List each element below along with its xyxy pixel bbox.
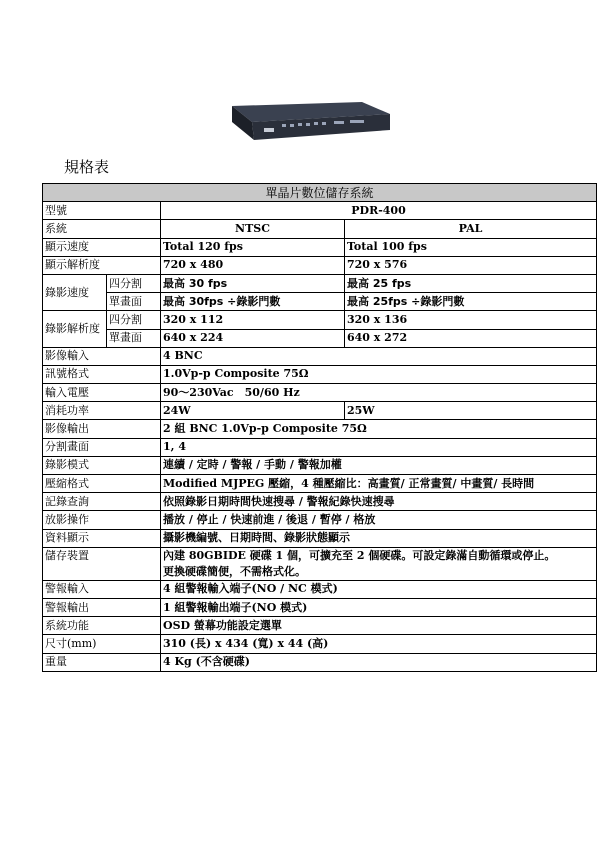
row-label: 錄影解析度: [43, 311, 107, 347]
ntsc-header: NTSC: [161, 220, 345, 238]
row-label: 記錄查詢: [43, 493, 161, 511]
cell-value: 最高 30 fps: [161, 274, 345, 292]
cell-value: 2 組 BNC 1.0Vp-p Composite 75Ω: [161, 420, 597, 438]
cell-value: 720 x 480: [161, 256, 345, 274]
row-label: 警報輸出: [43, 598, 161, 616]
cell-value: 640 x 224: [161, 329, 345, 347]
cell-value: Total 120 fps: [161, 238, 345, 256]
section-title: 規格表: [64, 158, 110, 176]
cell-value: 1, 4: [161, 438, 597, 456]
row-label: 分割畫面: [43, 438, 161, 456]
cell-value: 連續 / 定時 / 警報 / 手動 / 警報加權: [161, 456, 597, 474]
model-value: PDR-400: [161, 202, 597, 220]
row-label: 型號: [43, 202, 161, 220]
cell-value: 最高 30fps ÷錄影門數: [161, 293, 345, 311]
row-label: 顯示解析度: [43, 256, 161, 274]
row-label: 放影操作: [43, 511, 161, 529]
table-row: [43, 311, 597, 329]
cell-value: 1.0Vp-p Composite 75Ω: [161, 365, 597, 383]
cell-value: 依照錄影日期時間快速搜尋 / 警報紀錄快速搜尋: [161, 493, 597, 511]
cell-value: 1 組警報輸出端子(NO 模式): [161, 598, 597, 616]
sub-label: 單畫面: [107, 293, 161, 311]
sub-label: 四分割: [107, 274, 161, 292]
table-row: [43, 256, 597, 274]
table-row: [43, 493, 597, 511]
table-row: [43, 402, 597, 420]
spec-table: [42, 183, 597, 672]
cell-value: 4 Kg (不含硬碟): [161, 653, 597, 671]
storage-line-2: 更換硬碟簡便，不需格式化。: [163, 564, 306, 578]
table-row: [43, 384, 597, 402]
row-label: 警報輸入: [43, 580, 161, 598]
cell-value: 24W: [161, 402, 345, 420]
storage-cell: [161, 547, 597, 580]
row-label: 影像輸出: [43, 420, 161, 438]
row-label: 壓縮格式: [43, 475, 161, 493]
row-label: 系統: [43, 220, 161, 238]
row-label: 尺寸(mm): [43, 635, 161, 653]
table-row: [43, 580, 597, 598]
cell-value: 4 BNC: [161, 347, 597, 365]
table-row: [43, 329, 597, 347]
storage-line-1: 內建 80GBIDE 硬碟 1 個，可擴充至 2 個硬碟。可設定錄滿自動循環或停止。: [163, 548, 556, 562]
table-row: [43, 438, 597, 456]
cell-value: 320 x 136: [345, 311, 597, 329]
row-label: 訊號格式: [43, 365, 161, 383]
cell-value: 最高 25fps ÷錄影門數: [345, 293, 597, 311]
row-label: 錄影速度: [43, 274, 107, 310]
sub-label: 單畫面: [107, 329, 161, 347]
row-label: 資料顯示: [43, 529, 161, 547]
table-row: [43, 420, 597, 438]
cell-value: 攝影機編號、日期時間、錄影狀態顯示: [161, 529, 597, 547]
cell-value: 4 組警報輸入端子(NO / NC 模式): [161, 580, 597, 598]
cell-value: 25W: [345, 402, 597, 420]
row-label: 儲存裝置: [43, 547, 161, 580]
row-label: 輸入電壓: [43, 384, 161, 402]
table-row: [43, 220, 597, 238]
table-row: [43, 547, 597, 580]
row-label: 錄影模式: [43, 456, 161, 474]
table-row: [43, 511, 597, 529]
cell-value: Total 100 fps: [345, 238, 597, 256]
table-row: [43, 202, 597, 220]
cell-value: OSD 螢幕功能設定選單: [161, 617, 597, 635]
row-label: 消耗功率: [43, 402, 161, 420]
cell-value: 90～230Vac 50/60 Hz: [161, 384, 597, 402]
row-label: 影像輸入: [43, 347, 161, 365]
table-row: [43, 617, 597, 635]
table-row: [43, 293, 597, 311]
table-row: [43, 635, 597, 653]
cell-value: 播放 / 停止 / 快速前進 / 後退 / 暫停 / 格放: [161, 511, 597, 529]
table-row: [43, 365, 597, 383]
cell-value: 320 x 112: [161, 311, 345, 329]
table-row: [43, 653, 597, 671]
cell-value: Modified MJPEG 壓縮，4 種壓縮比：高畫質/ 正常畫質/ 中畫質/ 長時間: [161, 475, 597, 493]
cell-value: 最高 25 fps: [345, 274, 597, 292]
table-row: [43, 456, 597, 474]
table-row: [43, 529, 597, 547]
table-row: [43, 238, 597, 256]
row-label: 重量: [43, 653, 161, 671]
pal-header: PAL: [345, 220, 597, 238]
table-row: [43, 184, 597, 202]
row-label: 系統功能: [43, 617, 161, 635]
cell-value: 720 x 576: [345, 256, 597, 274]
table-row: [43, 274, 597, 292]
table-row: [43, 347, 597, 365]
row-label: 顯示速度: [43, 238, 161, 256]
cell-value: 310 (長) x 434 (寬) x 44 (高): [161, 635, 597, 653]
table-title: 單晶片數位儲存系統: [43, 184, 597, 202]
product-photo: [212, 100, 392, 146]
table-row: [43, 598, 597, 616]
sub-label: 四分割: [107, 311, 161, 329]
table-row: [43, 475, 597, 493]
cell-value: 640 x 272: [345, 329, 597, 347]
